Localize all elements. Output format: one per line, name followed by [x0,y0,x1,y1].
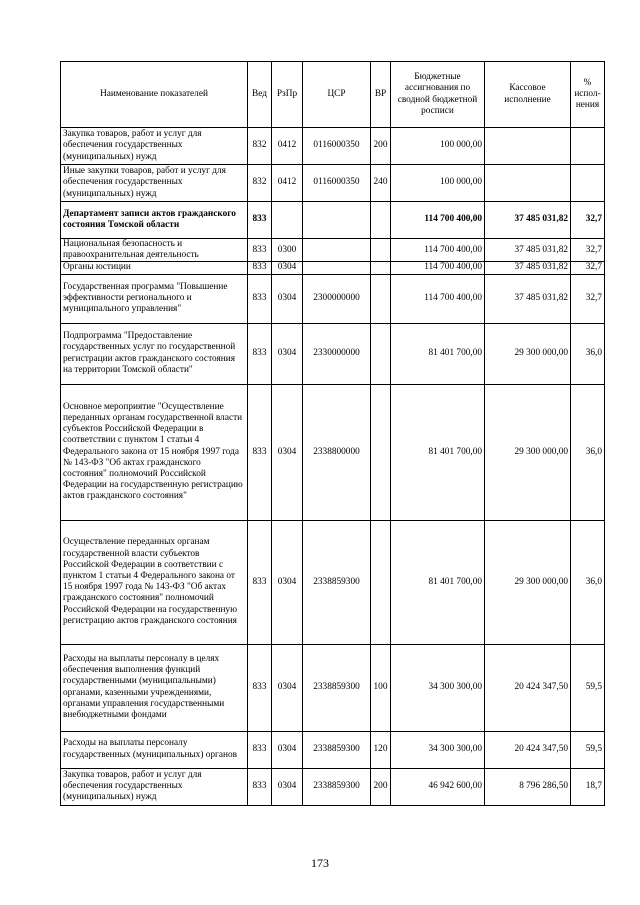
cell-csr: 2338800000 [303,384,371,520]
cell-rzpr: 0304 [272,384,303,520]
cell-cash: 37 485 031,82 [485,262,571,274]
cell-ved: 833 [248,274,272,323]
cell-rzpr: 0412 [272,165,303,202]
cell-cash: 20 424 347,50 [485,644,571,731]
cell-vr: 200 [371,768,391,805]
table-row [61,274,605,323]
cell-name: Осуществление переданных органам государственной власти субъектов Российской Федерации в соответствии с пунктом 1 статьи 4 Федерального закона от 15 ноября 1997 года № 143-ФЗ "Об актах гражданского состояния" полномочий Российской Федерации на государственную регистрацию актов гражданского состояния [61,520,248,644]
header-pct: % испол-нения [571,62,605,128]
cell-pct: 18,7 [571,768,605,805]
table-row [61,323,605,384]
cell-name: Государственная программа "Повышение эффективности регионального и муниципального управления" [61,274,248,323]
page-number: 173 [311,856,329,870]
header-ved: Вед [248,62,272,128]
cell-name: Департамент записи актов гражданского состояния Томской области [61,202,248,239]
cell-rzpr: 0304 [272,768,303,805]
budget-execution-table [60,61,605,806]
header-csr: ЦСР [303,62,371,128]
cell-csr [303,202,371,239]
cell-pct: 36,0 [571,323,605,384]
cell-name: Органы юстиции [61,262,248,274]
cell-ved: 833 [248,323,272,384]
cell-ved: 833 [248,262,272,274]
cell-name: Расходы на выплаты персоналу в целях обеспечения выполнения функций государственными (муниципальными) органами, казенными учреждениями, органами управления государственными внебюджетными фондами [61,644,248,731]
cell-cash [485,128,571,165]
cell-budget: 34 300 300,00 [391,644,485,731]
cell-budget: 81 401 700,00 [391,520,485,644]
cell-budget: 34 300 300,00 [391,731,485,768]
cell-budget: 81 401 700,00 [391,323,485,384]
cell-rzpr: 0304 [272,520,303,644]
cell-vr: 240 [371,165,391,202]
cell-pct: 32,7 [571,239,605,262]
cell-rzpr: 0304 [272,323,303,384]
cell-cash [485,165,571,202]
cell-cash: 37 485 031,82 [485,239,571,262]
cell-vr [371,262,391,274]
cell-name: Иные закупки товаров, работ и услуг для обеспечения государственных (муниципальных) нужд [61,165,248,202]
cell-csr: 2338859300 [303,731,371,768]
cell-cash: 29 300 000,00 [485,323,571,384]
header-name: Наименование показателей [61,62,248,128]
cell-budget: 114 700 400,00 [391,239,485,262]
cell-vr [371,202,391,239]
table-row [61,768,605,805]
cell-rzpr: 0304 [272,274,303,323]
cell-csr [303,239,371,262]
cell-name: Расходы на выплаты персоналу государственных (муниципальных) органов [61,731,248,768]
cell-pct: 36,0 [571,520,605,644]
cell-name: Основное мероприятие "Осуществление переданных органам государственной власти субъектов Российской Федерации в соответствии с пунктом 1 статьи 4 Федерального закона от 15 ноября 1997 года № 143-ФЗ "Об актах гражданского состояния" полномочий Российской Федерации на государственную регистрацию актов гражданского состояния" [61,384,248,520]
cell-rzpr: 0304 [272,262,303,274]
cell-ved: 832 [248,128,272,165]
cell-vr: 100 [371,644,391,731]
cell-vr: 120 [371,731,391,768]
cell-ved: 833 [248,202,272,239]
cell-rzpr: 0304 [272,644,303,731]
cell-csr: 0116000350 [303,128,371,165]
cell-rzpr: 0412 [272,128,303,165]
cell-csr: 2300000000 [303,274,371,323]
table-row [61,384,605,520]
cell-ved: 833 [248,731,272,768]
header-vr: ВР [371,62,391,128]
cell-name: Закупка товаров, работ и услуг для обеспечения государственных (муниципальных) нужд [61,768,248,805]
cell-cash: 29 300 000,00 [485,384,571,520]
cell-budget: 100 000,00 [391,165,485,202]
cell-vr: 200 [371,128,391,165]
cell-vr [371,239,391,262]
cell-ved: 833 [248,520,272,644]
header-rzpr: РзПр [272,62,303,128]
cell-csr: 2338859300 [303,768,371,805]
cell-cash: 37 485 031,82 [485,202,571,239]
cell-budget: 46 942 600,00 [391,768,485,805]
cell-pct: 32,7 [571,274,605,323]
cell-ved: 833 [248,768,272,805]
cell-pct: 36,0 [571,384,605,520]
cell-csr [303,262,371,274]
cell-budget: 114 700 400,00 [391,202,485,239]
cell-pct: 32,7 [571,202,605,239]
cell-name: Национальная безопасность и правоохранительная деятельность [61,239,248,262]
cell-name: Подпрограмма "Предоставление государственных услуг по государственной регистрации актов гражданского состояния на территории Томской области" [61,323,248,384]
cell-csr: 2338859300 [303,644,371,731]
cell-budget: 114 700 400,00 [391,274,485,323]
cell-pct: 59,5 [571,731,605,768]
cell-pct: 32,7 [571,262,605,274]
header-cash: Кассовое исполнение [485,62,571,128]
cell-ved: 832 [248,165,272,202]
cell-cash: 37 485 031,82 [485,274,571,323]
cell-ved: 833 [248,239,272,262]
table-row [61,165,605,202]
cell-budget: 100 000,00 [391,128,485,165]
cell-ved: 833 [248,384,272,520]
cell-csr: 2330000000 [303,323,371,384]
cell-cash: 8 796 286,50 [485,768,571,805]
cell-vr [371,274,391,323]
table-row [61,731,605,768]
table-row [61,239,605,262]
header-budget: Бюджетные ассигнования по сводной бюджетной росписи [391,62,485,128]
table-row [61,520,605,644]
table-row [61,262,605,274]
cell-csr: 0116000350 [303,165,371,202]
table-row [61,202,605,239]
cell-rzpr: 0304 [272,731,303,768]
cell-vr [371,520,391,644]
cell-vr [371,384,391,520]
table-row [61,128,605,165]
cell-ved: 833 [248,644,272,731]
cell-rzpr: 0300 [272,239,303,262]
cell-cash: 29 300 000,00 [485,520,571,644]
cell-cash: 20 424 347,50 [485,731,571,768]
table-row [61,644,605,731]
cell-pct [571,165,605,202]
cell-budget: 81 401 700,00 [391,384,485,520]
cell-budget: 114 700 400,00 [391,262,485,274]
cell-pct: 59,5 [571,644,605,731]
cell-name: Закупка товаров, работ и услуг для обеспечения государственных (муниципальных) нужд [61,128,248,165]
table-header-row [61,62,605,128]
cell-vr [371,323,391,384]
cell-rzpr [272,202,303,239]
cell-pct [571,128,605,165]
cell-csr: 2338859300 [303,520,371,644]
